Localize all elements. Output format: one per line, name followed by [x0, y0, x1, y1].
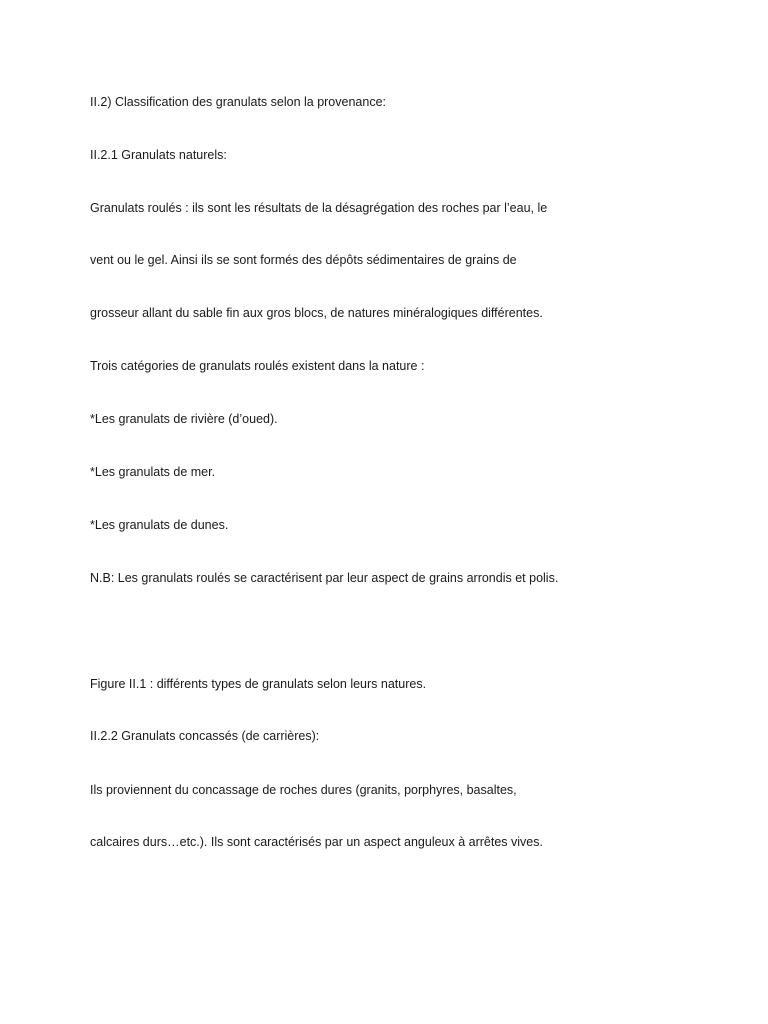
- paragraph-line: grosseur allant du sable fin aux gros blocs, de natures minéralogiques différentes.: [90, 306, 543, 320]
- paragraph-line: Trois catégories de granulats roulés existent dans la nature :: [90, 359, 425, 373]
- paragraph-line: vent ou le gel. Ainsi ils se sont formés des dépôts sédimentaires de grains de: [90, 253, 517, 267]
- list-item-dunes: *Les granulats de dunes.: [90, 518, 229, 532]
- subsection-heading-natural: II.2.1 Granulats naturels:: [90, 148, 227, 162]
- paragraph-line: calcaires durs…etc.). Ils sont caractérisés par un aspect anguleux à arrêtes vives.: [90, 835, 543, 849]
- paragraph-line: Ils proviennent du concassage de roches dures (granits, porphyres, basaltes,: [90, 783, 517, 797]
- section-heading-classification: II.2) Classification des granulats selon la provenance:: [90, 95, 386, 109]
- subsection-heading-crushed: II.2.2 Granulats concassés (de carrières):: [90, 729, 320, 743]
- list-item-river: *Les granulats de rivière (d’oued).: [90, 412, 278, 426]
- note-paragraph: N.B: Les granulats roulés se caractérisent par leur aspect de grains arrondis et polis.: [90, 571, 559, 585]
- figure-caption: Figure II.1 : différents types de granulats selon leurs natures.: [90, 677, 427, 691]
- paragraph-line: Granulats roulés : ils sont les résultats de la désagrégation des roches par l’eau, le: [90, 201, 548, 215]
- list-item-sea: *Les granulats de mer.: [90, 465, 216, 479]
